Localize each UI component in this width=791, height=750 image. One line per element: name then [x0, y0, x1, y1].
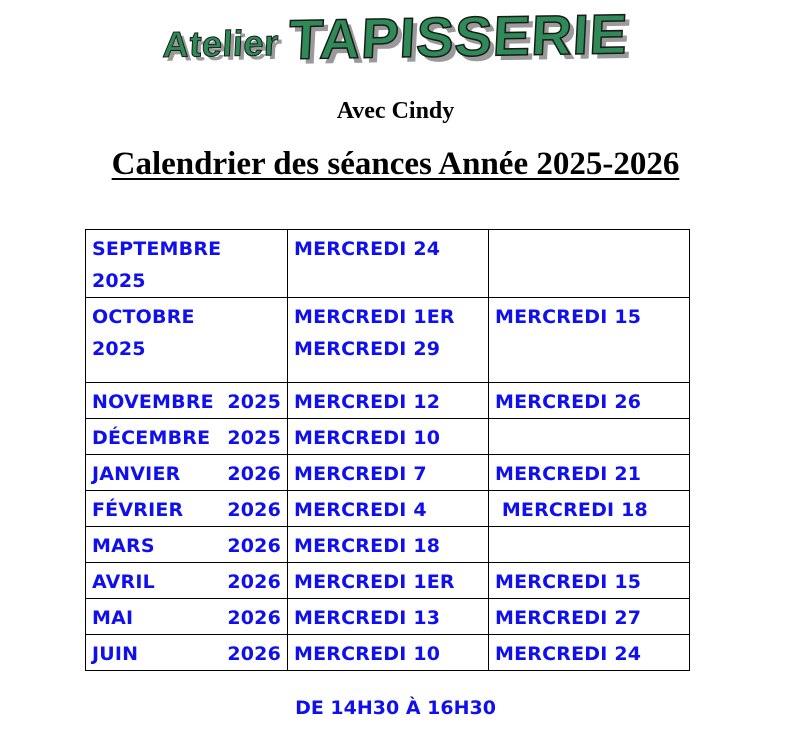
month-name: AVRIL: [92, 571, 155, 593]
session-date: MERCREDI 24: [495, 643, 642, 665]
date-cell: [288, 527, 489, 563]
month-name: MARS: [92, 535, 155, 557]
month-name: OCTOBRE: [92, 306, 195, 328]
table-row: [86, 563, 690, 599]
date-cell: [288, 455, 489, 491]
table-row: [86, 298, 690, 383]
month-year: 2025: [227, 391, 281, 413]
session-date: MERCREDI 18: [495, 499, 648, 521]
table-row: [86, 230, 690, 298]
date-cell: [489, 599, 690, 635]
date-cell: [288, 599, 489, 635]
session-date: MERCREDI 29: [294, 338, 441, 360]
month-cell: [86, 599, 288, 635]
month-cell: [86, 527, 288, 563]
session-date: MERCREDI 18: [294, 535, 441, 557]
month-cell: [86, 383, 288, 419]
date-cell: [489, 230, 690, 298]
month-year: 2025: [227, 427, 281, 449]
date-cell: [288, 298, 489, 383]
session-date: MERCREDI 1ER: [294, 306, 455, 328]
session-date: MERCREDI 13: [294, 607, 441, 629]
month-cell: [86, 230, 288, 298]
month-year: 2025: [92, 338, 146, 360]
table-row: [86, 599, 690, 635]
month-name: FÉVRIER: [92, 499, 184, 521]
date-cell: [288, 491, 489, 527]
table-row: [86, 527, 690, 563]
session-date: MERCREDI 27: [495, 607, 642, 629]
date-cell: [489, 527, 690, 563]
session-date: MERCREDI 4: [294, 499, 427, 521]
date-cell: [489, 491, 690, 527]
month-cell: [86, 419, 288, 455]
date-cell: [489, 455, 690, 491]
table-row: [86, 491, 690, 527]
table-row: [86, 383, 690, 419]
date-cell: [489, 383, 690, 419]
date-cell: [288, 563, 489, 599]
month-year: 2025: [92, 270, 146, 292]
session-date: MERCREDI 24: [294, 238, 441, 260]
month-name: DÉCEMBRE: [92, 427, 211, 449]
date-cell: [288, 419, 489, 455]
session-hours: DE 14H30 À 16H30: [295, 697, 496, 719]
session-date: MERCREDI 12: [294, 391, 441, 413]
session-date: MERCREDI 10: [294, 427, 441, 449]
session-date: MERCREDI 15: [495, 306, 642, 328]
date-cell: [489, 419, 690, 455]
table-row: [86, 635, 690, 671]
title-atelier: Atelier: [162, 21, 281, 66]
title-tapisserie: TAPISSERIE: [287, 2, 630, 71]
month-year: 2026: [227, 571, 281, 593]
date-cell: [288, 635, 489, 671]
schedule-body: [86, 230, 690, 671]
session-date: MERCREDI 26: [495, 391, 642, 413]
page-title: [0, 4, 791, 69]
session-date: MERCREDI 1ER: [294, 571, 455, 593]
month-name: JUIN: [92, 643, 139, 665]
session-date: MERCREDI 7: [294, 463, 427, 485]
month-year: 2026: [227, 607, 281, 629]
month-name: JANVIER: [92, 463, 181, 485]
month-cell: [86, 635, 288, 671]
table-row: [86, 419, 690, 455]
month-year: 2026: [227, 463, 281, 485]
month-cell: [86, 455, 288, 491]
schedule-table: [85, 229, 690, 671]
date-cell: [489, 635, 690, 671]
session-date: MERCREDI 21: [495, 463, 642, 485]
month-year: 2026: [227, 499, 281, 521]
session-date: MERCREDI 10: [294, 643, 441, 665]
month-cell: [86, 298, 288, 383]
session-date: MERCREDI 15: [495, 571, 642, 593]
table-row: [86, 455, 690, 491]
subtitle: Avec Cindy: [336, 98, 455, 124]
month-cell: [86, 491, 288, 527]
date-cell: [489, 298, 690, 383]
date-cell: [288, 383, 489, 419]
month-year: 2026: [227, 535, 281, 557]
month-name: MAI: [92, 607, 134, 629]
date-cell: [489, 563, 690, 599]
calendar-heading: Calendrier des séances Année 2025-2026: [111, 146, 680, 182]
month-name: NOVEMBRE: [92, 391, 214, 413]
date-cell: [288, 230, 489, 298]
month-cell: [86, 563, 288, 599]
month-name: SEPTEMBRE: [92, 238, 222, 260]
month-year: 2026: [227, 643, 281, 665]
